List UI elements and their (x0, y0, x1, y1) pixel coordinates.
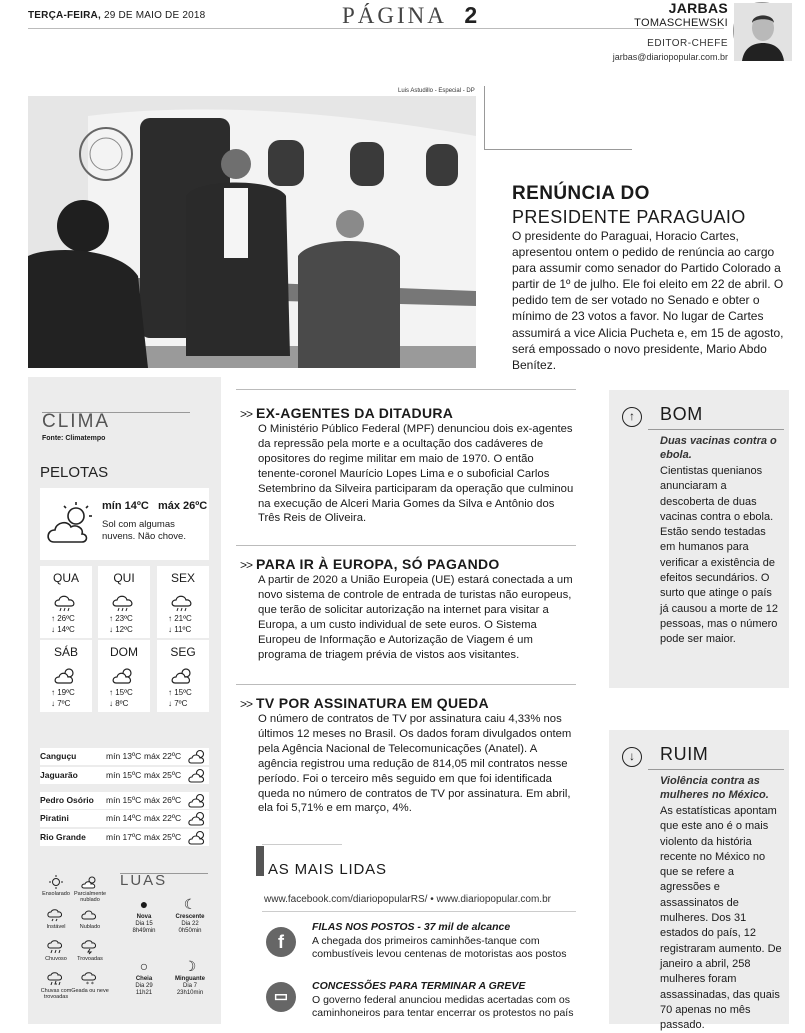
editor-email[interactable]: jarbas@diariopopular.com.br (612, 52, 728, 62)
moon-phase (172, 896, 208, 935)
day-min: ↓ 8ºC (109, 699, 129, 708)
today-max: máx 26ºC (157, 500, 208, 512)
cloud-icon (81, 908, 99, 922)
city-row (40, 748, 209, 765)
page-label (342, 2, 477, 29)
editor-role: EDITOR-CHEFE (647, 38, 728, 49)
city-row (40, 767, 209, 784)
news-body: O número de contratos de TV por assinatura caiu 4,33% nos últimos 12 meses no Brasil. Os dados foram divulgados ontem pela Agência Nacional de Telecomunicações (Anatel). A agência registrou uma redução de 814,05 mil contratos nesse período. Foi o terceiro mês seguido em que foi identificada queda no número de contratos de TV por assinatura. Em abril, ela foi 5,71% e em março, 4%. (258, 713, 572, 815)
news-title (240, 695, 489, 711)
day-forecast (40, 662, 92, 712)
ruim-header (622, 744, 784, 770)
photo-frame-vertical (484, 86, 485, 150)
airplane-scene-icon (28, 96, 476, 368)
page-number: 2 (464, 2, 478, 28)
moon-time: 0h50min (178, 928, 202, 934)
svg-text:* *: * * (86, 981, 94, 988)
clima-source-text: Fonte: Climatempo (42, 435, 106, 442)
mais-lidas-title: AS MAIS LIDAS (268, 861, 387, 878)
luas-title: LUAS (120, 872, 168, 889)
city-row (40, 829, 209, 846)
mais-lidas-item-title[interactable]: CONCESSÕES PARA TERMINAR A GREVE (312, 980, 526, 992)
arrow-down-icon: ↓ (622, 747, 642, 767)
sun-icon (47, 875, 65, 889)
city-name: Piratini (40, 813, 69, 823)
edition-date (28, 10, 205, 21)
city-min: mín 17ºC (106, 832, 142, 842)
clima-title: CLIMA (42, 411, 111, 432)
legend-label: Nublado (79, 924, 101, 930)
city-name: Rio Grande (40, 832, 86, 842)
rain-thunder-icon (47, 972, 65, 986)
legend-item (70, 940, 110, 962)
mais-lidas-rule (262, 844, 342, 845)
page-word: PÁGINA (342, 3, 447, 28)
legend-label: Ensolarado (42, 891, 70, 897)
ruim-title: RUIM (660, 744, 709, 764)
bom-rule (648, 429, 784, 430)
clima-source (42, 435, 105, 442)
partly-cloudy-icon (188, 829, 208, 846)
day-min: ↓ 14ºC (51, 625, 75, 634)
news-title (240, 556, 500, 572)
chevron-right-icon: >> (240, 558, 253, 572)
city-max: máx 22ºC (144, 813, 182, 823)
news-title-text: EX-AGENTES DA DITADURA (256, 405, 454, 421)
unstable-icon (47, 908, 65, 922)
arrow-up-icon: ↑ (622, 407, 642, 427)
legend-item (70, 875, 110, 903)
new-moon-icon: ● (139, 896, 149, 912)
news-title-text: PARA IR À EUROPA, SÓ PAGANDO (256, 556, 500, 572)
moon-date: Dia 29 (135, 983, 153, 989)
photo-credit: Luis Astudillo - Especial - DP (398, 88, 475, 94)
moon-name: Minguante (175, 976, 205, 982)
frost-icon (81, 972, 99, 986)
editor-avatar (733, 2, 791, 60)
news-title (240, 405, 453, 421)
mais-lidas-links[interactable]: www.facebook.com/diariopopularRS/ • www.diariopopular.com.br (264, 894, 551, 905)
city-max: máx 22ºC (144, 751, 182, 761)
news-body: A partir de 2020 a União Europeia (UE) estará conectada a um novo sistema de controle de entrada de turistas não europeus, que terão de solicitar autorização na internet para visitar a Europa, a um custo individual de sete euros. O Sistema Europeu de Informação e Autorização de Viagem é um programa de triagem prévia de vistos aos visitantes. (258, 574, 573, 661)
editor-last-name: TOMASCHEWSKI (634, 17, 728, 29)
day-name: SÁB (40, 640, 92, 664)
moon-date: Dia 22 (181, 921, 199, 927)
day-forecast (157, 662, 209, 712)
legend-label: Chuvas com trovoadas (40, 988, 72, 1000)
city-max: máx 26ºC (144, 795, 182, 805)
facebook-icon[interactable]: f (266, 927, 296, 957)
news-top-rule (236, 389, 576, 390)
ruim-subtitle: Violência contra as mulheres no México. (660, 775, 769, 801)
city-name: Canguçu (40, 751, 77, 761)
day-forecast (157, 588, 209, 638)
mais-lidas-item-body: O governo federal anunciou medidas acertadas com os caminhoneiros para tentar encerrar os protestos no país (312, 994, 574, 1019)
mais-lidas-item-title[interactable]: FILAS NOS POSTOS - 37 mil de alcance (312, 921, 511, 933)
day-name: SEX (157, 566, 209, 590)
legend-label: Geada ou neve (71, 988, 109, 994)
partly-cloudy-icon (188, 810, 208, 827)
partly-cloudy-icon (112, 666, 136, 686)
today-description: Sol com algumas nuvens. Não chove. (102, 519, 186, 542)
moon-phase (172, 958, 208, 997)
partly-cloudy-icon (171, 666, 195, 686)
moon-name: Cheia (135, 976, 153, 982)
today-min: mín 14ºC (102, 500, 149, 512)
day-max: ↑ 21ºC (168, 614, 192, 623)
crescent-moon-icon: ☾ (183, 896, 197, 912)
full-moon-icon: ○ (139, 958, 149, 974)
computer-icon[interactable]: ▭ (266, 982, 296, 1012)
city-min: mín 13ºC (106, 751, 142, 761)
legend-label: Trovoadas (77, 956, 103, 962)
city-max: máx 25ºC (144, 832, 182, 842)
city-min: mín 14ºC (106, 813, 142, 823)
day-name: DOM (98, 640, 150, 664)
unstable-icon (54, 592, 78, 612)
city-row (40, 810, 209, 827)
day-max: ↑ 15ºC (168, 688, 192, 697)
day-forecast (40, 588, 92, 638)
lead-title-line2: PRESIDENTE PARAGUAIO (512, 207, 746, 227)
moon-name: Crescente (175, 914, 205, 920)
editor-first-name: JARBAS (668, 0, 728, 16)
day-max: ↑ 26ºC (51, 614, 75, 623)
date: 29 DE MAIO DE 2018 (103, 10, 206, 21)
lead-body: O presidente do Paraguai, Horacio Cartes, apresentou ontem o pedido de renúncia ao cargo para assumir como senador do Partido Colorado a partir de 1º de julho. Ele foi eleito em 22 de abril. O pedido tem de ser votado no Senado e obter o mínimo de 23 votos a favor. No lugar de Cartes assumirá a vice Alicia Pucheta e, em 15 de agosto, será empossado o novo presidente, Mario Abdo Benítez. (512, 229, 784, 372)
day-forecast (98, 662, 150, 712)
day-min: ↓ 7ºC (168, 699, 188, 708)
moon-phase (126, 896, 162, 935)
city-name: Pedro Osório (40, 795, 94, 805)
rain-icon (47, 940, 65, 954)
bom-header (622, 404, 784, 430)
moon-date: Dia 7 (182, 983, 197, 989)
partly-cloudy-icon (54, 666, 78, 686)
moon-date: Dia 15 (135, 921, 153, 927)
day-name: SEG (157, 640, 209, 664)
partly-cloudy-icon (81, 875, 99, 889)
partly-cloudy-icon (188, 748, 208, 765)
ruim-rule (648, 769, 784, 770)
legend-item (70, 908, 110, 930)
city-max: máx 25ºC (144, 770, 182, 780)
city-min: mín 15ºC (106, 795, 142, 805)
section-rule (236, 545, 576, 546)
city-title: PELOTAS (40, 464, 109, 481)
legend-label: Instável (46, 924, 66, 930)
partly-cloudy-icon (188, 792, 208, 809)
legend-label: Chuvoso (45, 956, 67, 962)
header-rule (28, 28, 724, 29)
day-max: ↑ 19ºC (51, 688, 75, 697)
lead-title-line1: RENÚNCIA DO (512, 183, 650, 204)
day-max: ↑ 15ºC (109, 688, 133, 697)
photo-frame-horizontal (484, 149, 632, 150)
day-min: ↓ 7ºC (51, 699, 71, 708)
person-photo-icon (734, 3, 792, 61)
bom-subtitle: Duas vacinas contra o ebola. (660, 435, 777, 461)
moon-phase (126, 958, 162, 997)
legend-label: Parcialmente nublado (73, 891, 107, 903)
day-min: ↓ 12ºC (109, 625, 133, 634)
partly-cloudy-icon (46, 502, 98, 546)
day-name: QUI (98, 566, 150, 590)
day-min: ↓ 11ºC (168, 625, 192, 634)
moon-time: 8h49min (132, 928, 156, 934)
bom-title: BOM (660, 404, 703, 424)
weekday: TERÇA-FEIRA, (28, 10, 101, 21)
unstable-icon (112, 592, 136, 612)
bom-body: Cientistas quenianos anunciaram a descoberta de duas vacinas contra o ebola. Estão sendo testadas em humanos para verificar a existência de efeitos secundários. O surto que atinge o país já causou a morte de 12 pessoas, mas o número pode ser maior. (660, 465, 779, 646)
city-row (40, 792, 209, 809)
mais-lidas-item-body: A chegada dos primeiros caminhões-tanque com combustíveis levou centenas de motoristas aos postos (312, 935, 567, 960)
mais-lidas-accent (256, 846, 264, 876)
legend-item (70, 972, 110, 994)
chevron-right-icon: >> (240, 697, 253, 711)
today-temps (102, 500, 207, 512)
day-max: ↑ 23ºC (109, 614, 133, 623)
section-rule (236, 684, 576, 685)
lead-photo (28, 96, 476, 368)
ruim-body: As estatísticas apontam que este ano é o mais violento da história recente no México no que se refere a agressões e assassinatos de mulheres. Dos 31 estados do país, 12 registraram aumento. De janeiro a abril, 258 mulheres foram assassinadas, das quais 70 apenas no mês passado. (660, 805, 782, 1032)
moon-time: 11h21 (135, 990, 153, 996)
waning-moon-icon: ☽ (183, 958, 197, 974)
news-title-text: TV POR ASSINATURA EM QUEDA (256, 695, 489, 711)
moon-name: Nova (136, 914, 152, 920)
city-name: Jaguarão (40, 770, 78, 780)
city-min: mín 15ºC (106, 770, 142, 780)
mais-lidas-rule-2 (262, 911, 576, 912)
thunder-icon (81, 940, 99, 954)
unstable-icon (171, 592, 195, 612)
day-name: QUA (40, 566, 92, 590)
news-body: O Ministério Público Federal (MPF) denunciou dois ex-agentes da repressão pela morte e a ocultação dos cadáveres de opositores do regime militar em maio de 1970. O então tenente-coronel Maurício Lopes Lima e o suboficial Carlos Setembrino da Silveira participaram da operação que culminou na execução de Alceri Maria Gomes da Silva e Antônio dos Três Reis de Oliveira. (258, 423, 574, 525)
day-forecast (98, 588, 150, 638)
partly-cloudy-icon (188, 767, 208, 784)
chevron-right-icon: >> (240, 407, 253, 421)
moon-time: 23h10min (176, 990, 204, 996)
